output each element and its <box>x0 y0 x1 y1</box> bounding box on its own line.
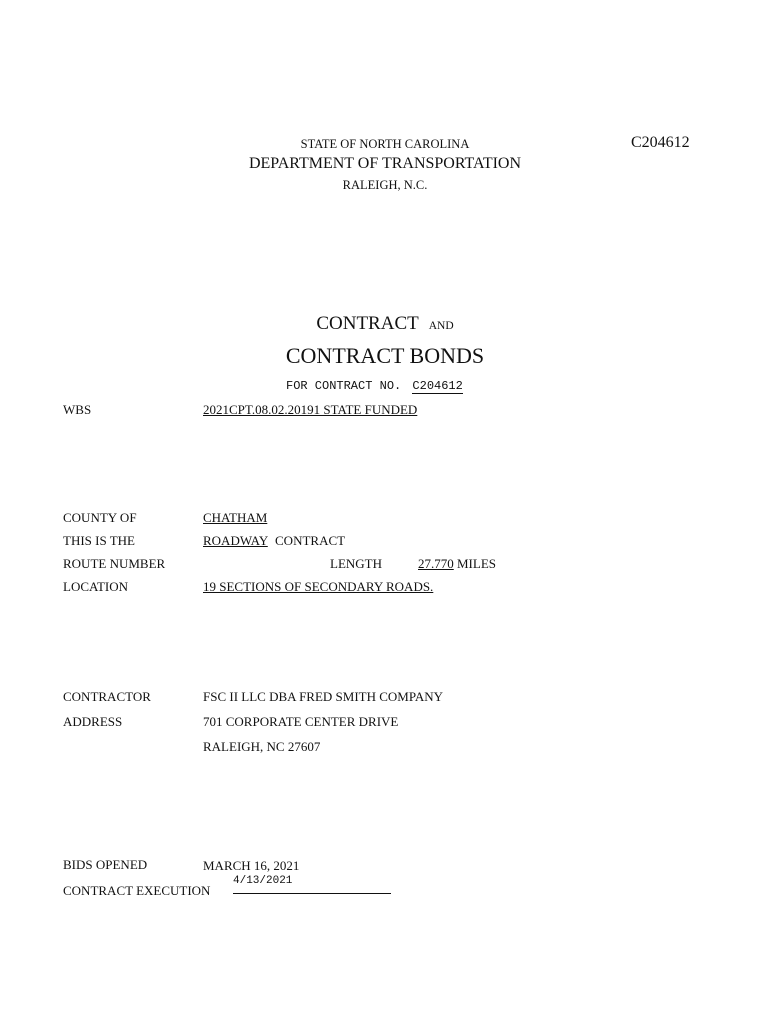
state-name: STATE OF NORTH CAROLINA <box>300 137 470 151</box>
title-and: AND <box>428 320 454 332</box>
address-line-2: RALEIGH, NC 27607 <box>203 739 321 754</box>
title-contract-line <box>0 313 770 335</box>
contractor-name: FSC II LLC DBA FRED SMITH COMPANY <box>203 689 444 704</box>
contract-word: CONTRACT <box>275 533 346 548</box>
length-value: 27.770 <box>418 556 454 571</box>
address-label: ADDRESS <box>63 714 123 729</box>
title-contract: CONTRACT <box>316 313 419 334</box>
wbs-value: 2021CPT.08.02.20191 STATE FUNDED <box>203 402 418 417</box>
address-line-1: 701 CORPORATE CENTER DRIVE <box>203 714 399 729</box>
length-line <box>418 556 496 572</box>
location-value: 19 SECTIONS OF SECONDARY ROADS. <box>203 579 434 594</box>
county-label: COUNTY OF <box>63 510 137 525</box>
execution-signature-line <box>233 893 391 894</box>
department-name: DEPARTMENT OF TRANSPORTATION <box>248 155 522 172</box>
contract-type-value: ROADWAY <box>203 533 268 548</box>
city-name: RALEIGH, N.C. <box>342 178 428 192</box>
length-label: LENGTH <box>330 556 382 571</box>
bids-opened-label: BIDS OPENED <box>63 857 148 872</box>
for-contract-label: FOR CONTRACT NO. <box>286 379 402 393</box>
length-unit: MILES <box>457 556 496 571</box>
title-contract-bonds: CONTRACT BONDS <box>285 343 485 368</box>
contract-execution-label: CONTRACT EXECUTION <box>63 883 211 898</box>
location-label: LOCATION <box>63 579 128 594</box>
wbs-label: WBS <box>63 402 92 417</box>
for-contract-number: C204612 <box>412 379 463 393</box>
bids-opened-value: MARCH 16, 2021 <box>203 858 300 873</box>
contract-id-corner: C204612 <box>631 134 690 151</box>
for-contract-line <box>286 379 463 393</box>
contract-execution-value: 4/13/2021 <box>233 875 293 887</box>
route-number-label: ROUTE NUMBER <box>63 556 166 571</box>
county-value: CHATHAM <box>203 510 268 525</box>
contract-type-line <box>203 533 345 549</box>
this-is-label: THIS IS THE <box>63 533 135 548</box>
contractor-label: CONTRACTOR <box>63 689 151 704</box>
